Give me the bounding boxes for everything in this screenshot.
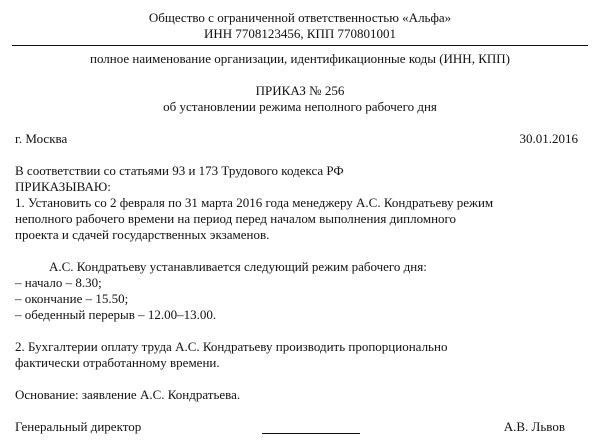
ground-line: Основание: заявление А.С. Кондратьева.	[15, 387, 241, 402]
schedule-item-lunch: – обеденный перерыв – 12.00–13.00.	[15, 307, 217, 322]
schedule-item-start: – начало – 8.30;	[15, 275, 102, 290]
item1-line: проекта и сдачей государственных экзаменов.	[15, 227, 270, 242]
item1-line: 1. Установить со 2 февраля по 31 марта 2016 года менеджеру А.С. Кондратьеву режим	[15, 195, 494, 210]
schedule-item-end: – окончание – 15.50;	[15, 291, 129, 306]
order-word: ПРИКАЗЫВАЮ:	[15, 179, 111, 194]
signature-line	[262, 433, 360, 434]
order-city: г. Москва	[15, 131, 68, 146]
basis-line: В соответствии со статьями 93 и 173 Трудового кодекса РФ	[15, 163, 344, 178]
organization-name: Общество с ограниченной ответственностью «Альфа»	[148, 10, 452, 25]
order-title: ПРИКАЗ № 256	[255, 83, 345, 98]
order-date: 30.01.2016	[519, 131, 578, 146]
order-subject: об установлении режима неполного рабочего дня	[163, 99, 437, 114]
signatory-position: Генеральный директор	[15, 419, 142, 434]
signatory-name: А.В. Львов	[503, 419, 565, 434]
schedule-intro: А.С. Кондратьеву устанавливается следующий режим рабочего дня:	[49, 259, 427, 274]
header-caption: полное наименование организации, идентификационные коды (ИНН, КПП)	[90, 51, 510, 66]
item2-line: фактически отработанному времени.	[15, 355, 220, 370]
item2-line: 2. Бухгалтерии оплату труда А.С. Кондратьеву производить пропорционально	[15, 339, 448, 354]
organization-codes: ИНН 7708123456, КПП 770801001	[203, 26, 397, 41]
item1-line: неполного рабочего времени на период перед началом выполнения дипломного	[15, 211, 457, 226]
header-rule	[12, 45, 588, 46]
